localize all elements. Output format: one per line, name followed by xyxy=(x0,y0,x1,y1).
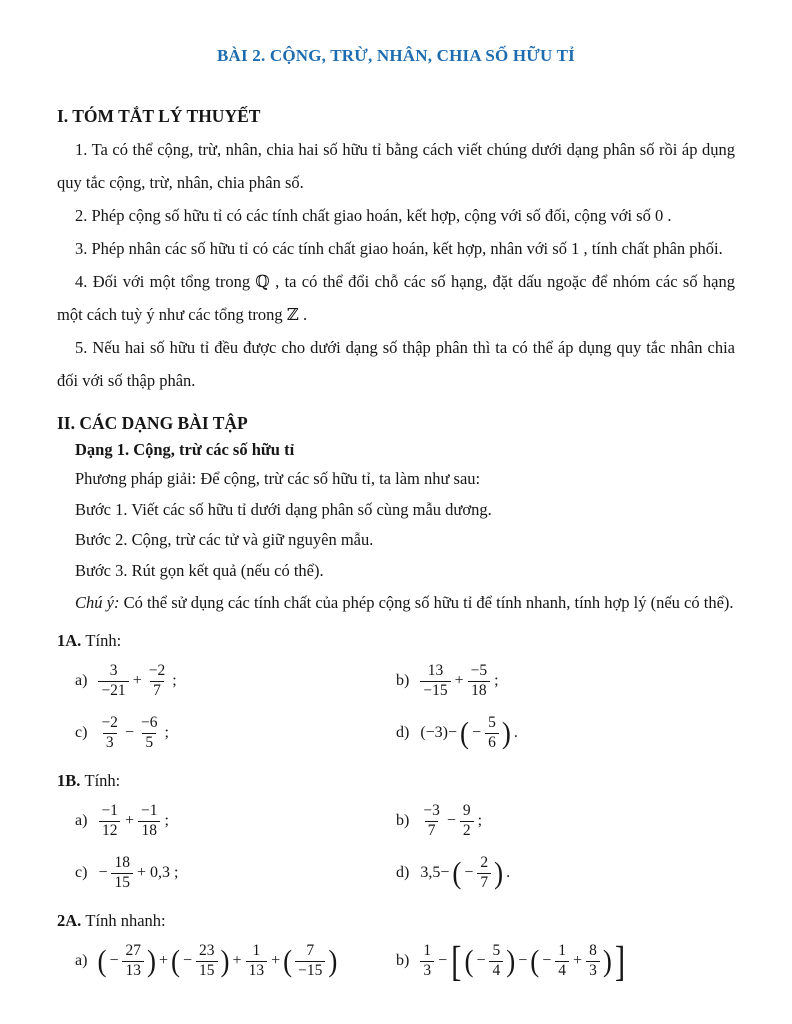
math-expression xyxy=(96,854,180,892)
math-delimiter: ) xyxy=(220,943,230,978)
math-delimiter: ( xyxy=(460,715,470,750)
math-text: − xyxy=(518,952,528,970)
math-expression xyxy=(96,942,338,980)
math-text: − xyxy=(464,864,474,882)
fraction: $\frac{-2}{3}$ xyxy=(101,714,118,751)
exercise-item-key: c) xyxy=(75,724,88,742)
section-practice-heading: II. CÁC DẠNG BÀI TẬP xyxy=(57,413,248,433)
math-expression xyxy=(418,802,484,840)
math-delimiter: ( xyxy=(530,943,540,978)
math-text: + xyxy=(573,952,583,970)
math-delimiter: ( xyxy=(452,855,462,890)
theory-paragraph: 3. Phép nhân các số hữu tỉ có các tính chất giao hoán, kết hợp, nhân với số 1 , tính chất phân phối. xyxy=(75,239,723,258)
fraction: $\frac{1}{13}$ xyxy=(246,942,268,980)
math-delimiter: ( xyxy=(283,943,293,978)
math-text: − xyxy=(542,952,552,970)
fraction: $\frac{8}{3}$ xyxy=(586,942,600,980)
math-expression xyxy=(96,662,178,700)
page-title: BÀI 2. CỘNG, TRỪ, NHÂN, CHIA SỐ HỮU TỈ xyxy=(216,46,576,65)
exercise-item xyxy=(396,655,735,707)
method-step: Bước 2. Cộng, trừ các tử và giữ nguyên mẫu. xyxy=(75,530,374,550)
note-label: Chú ý: xyxy=(75,593,120,613)
exercise-item-key: d) xyxy=(396,864,410,882)
fraction: $\frac{-3}{7}$ xyxy=(423,802,440,839)
exercise-item xyxy=(57,707,396,759)
fraction: $\frac{5}{6}$ xyxy=(485,714,499,752)
exercise-item xyxy=(57,847,396,899)
fraction: $\frac{5}{4}$ xyxy=(489,942,503,980)
exercise-row xyxy=(57,935,735,987)
method-intro: Phương pháp giải: Để cộng, trừ các số hữu tỉ, ta làm như sau: xyxy=(75,469,481,488)
fraction: $\frac{7}{-15}$ xyxy=(295,942,325,980)
method-steps xyxy=(57,495,735,587)
exercise-item xyxy=(57,655,396,707)
theory-paragraph: 1. Ta có thể cộng, trừ, nhân, chia hai số hữu tỉ bằng cách viết chúng dưới dạng phân số rồi áp dụng quy tắc cộng, trừ, nhân, chia phân số. xyxy=(57,140,735,192)
math-delimiter: ) xyxy=(602,943,612,978)
exercise-row xyxy=(57,655,735,707)
exercise-row xyxy=(57,847,735,899)
exercise-item-key: a) xyxy=(75,812,88,830)
math-text: + xyxy=(124,812,134,830)
dang1-heading: Dạng 1. Cộng, trừ các số hữu tỉ xyxy=(75,440,295,459)
math-delimiter: ) xyxy=(328,943,338,978)
math-text: ; xyxy=(164,812,169,830)
fraction: $\frac{3}{-21}$ xyxy=(98,662,128,700)
math-text: − xyxy=(446,812,456,830)
exercise-item xyxy=(396,707,735,759)
fraction: $\frac{-1}{12}$ xyxy=(98,802,121,840)
fraction: $\frac{-5}{18}$ xyxy=(468,662,491,700)
math-delimiter: ( xyxy=(171,943,180,978)
fraction: $\frac{9}{2}$ xyxy=(460,802,474,840)
math-delimiter: ) xyxy=(146,943,156,978)
math-text: + xyxy=(232,952,242,970)
math-text: − xyxy=(124,724,134,742)
math-text: ; xyxy=(164,724,169,742)
fraction: $\frac{27}{13}$ xyxy=(122,942,144,980)
math-text: + xyxy=(132,672,142,690)
exercise-label: 1A. xyxy=(57,631,86,651)
math-text: − xyxy=(472,724,482,742)
exercise-item xyxy=(396,935,735,987)
math-delimiter: ] xyxy=(614,937,626,985)
math-delimiter: ( xyxy=(97,943,107,978)
math-delimiter: ) xyxy=(494,855,504,890)
fraction: $\frac{2}{7}$ xyxy=(477,854,491,892)
exercise xyxy=(57,907,735,987)
math-text: − xyxy=(438,952,448,970)
math-text: ; xyxy=(477,812,483,830)
exercise xyxy=(57,767,735,899)
exercise-item xyxy=(57,795,396,847)
exercise-item xyxy=(396,847,735,899)
math-expression xyxy=(418,714,519,752)
method-step: Bước 1. Viết các số hữu tỉ dưới dạng phân số cùng mẫu dương. xyxy=(75,499,492,519)
fraction: $\frac{1}{4}$ xyxy=(555,942,569,980)
fraction: $\frac{18}{15}$ xyxy=(111,854,133,892)
exercise-row xyxy=(57,707,735,759)
exercise-heading: 1B. Tính: xyxy=(57,771,121,791)
math-text: − xyxy=(109,952,119,970)
exercise-heading: 2A. Tính nhanh: xyxy=(57,911,166,931)
math-expression xyxy=(418,854,512,892)
fraction: $\frac{-2}{7}$ xyxy=(148,662,166,699)
fraction: $\frac{1}{3}$ xyxy=(420,942,434,980)
theory-paragraph: 2. Phép cộng số hữu tỉ có các tính chất giao hoán, kết hợp, cộng với số đối, cộng với số 0 . xyxy=(75,206,672,225)
exercise-item-key: b) xyxy=(396,952,410,970)
math-text: . xyxy=(513,724,518,742)
math-text: (−3)− xyxy=(420,724,458,742)
math-text: + 0,3 ; xyxy=(136,864,179,882)
fraction: $\frac{-6}{5}$ xyxy=(140,714,158,751)
math-expression xyxy=(96,714,170,752)
exercise-item-key: c) xyxy=(75,864,88,882)
math-text: . xyxy=(506,864,511,882)
exercise-item xyxy=(396,795,735,847)
math-delimiter: ( xyxy=(464,943,474,978)
theory-paragraphs xyxy=(57,133,735,397)
fraction: $\frac{-1}{18}$ xyxy=(138,802,161,840)
math-expression xyxy=(96,802,170,840)
theory-paragraph: 4. Đối với một tổng trong ℚ , ta có thể đổi chỗ các số hạng, đặt dấu ngoặc để nhóm các số hạng một cách tuỳ ý như các tổng trong ℤ . xyxy=(57,272,735,324)
exercise-item-key: b) xyxy=(396,812,410,830)
exercise-label: 1B. xyxy=(57,771,85,791)
fraction: $\frac{13}{-15}$ xyxy=(420,662,450,700)
math-text: − xyxy=(98,864,108,882)
exercises xyxy=(57,627,735,987)
math-delimiter: ) xyxy=(501,715,511,750)
exercise-label: 2A. xyxy=(57,911,86,931)
math-text: ; xyxy=(172,672,177,690)
exercise-item-key: b) xyxy=(396,672,410,690)
section-theory-heading: I. TÓM TẮT LÝ THUYẾT xyxy=(57,106,261,126)
math-expression xyxy=(418,662,500,700)
method-step: Bước 3. Rút gọn kết quả (nếu có thể). xyxy=(75,560,324,580)
note-text: Có thể sử dụng các tính chất của phép cộng số hữu tỉ để tính nhanh, tính hợp lý (nếu có thể). xyxy=(119,593,734,613)
math-text: 3,5− xyxy=(420,864,450,882)
math-text: − xyxy=(183,952,193,970)
exercise-row xyxy=(57,795,735,847)
exercise-item-key: a) xyxy=(75,672,88,690)
math-text: − xyxy=(476,952,486,970)
math-text: + xyxy=(271,952,281,970)
exercise-heading: 1A. Tính: xyxy=(57,631,122,651)
note-paragraph xyxy=(57,586,735,619)
math-text: + xyxy=(158,952,168,970)
exercise-item-key: d) xyxy=(396,724,410,742)
math-delimiter: [ xyxy=(451,937,462,985)
math-text: + xyxy=(454,672,464,690)
math-expression xyxy=(418,937,627,985)
theory-paragraph: 5. Nếu hai số hữu tỉ đều được cho dưới dạng số thập phân thì ta có thể áp dụng quy tắc nhân chia đối với số thập phân. xyxy=(57,338,735,390)
exercise xyxy=(57,627,735,759)
fraction: $\frac{23}{15}$ xyxy=(196,942,218,980)
exercise-item xyxy=(57,935,396,987)
math-delimiter: ) xyxy=(506,943,516,978)
math-text: ; xyxy=(494,672,499,690)
exercise-item-key: a) xyxy=(75,952,88,970)
